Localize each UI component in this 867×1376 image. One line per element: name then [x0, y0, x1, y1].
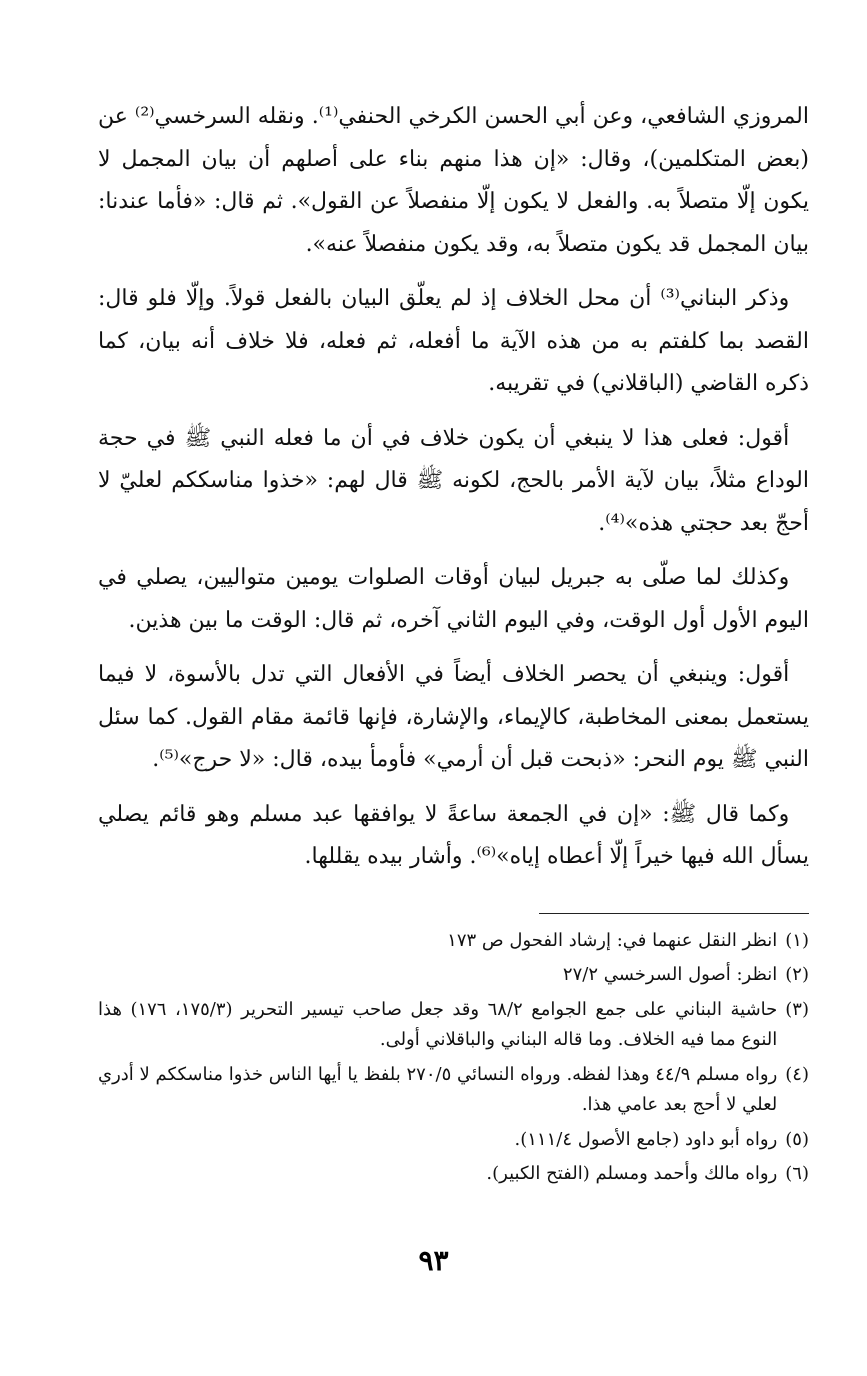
footnote-4 [98, 1060, 809, 1121]
footnote-text: رواه أبو داود (جامع الأصول ١١١/٤). [514, 1128, 778, 1150]
footnote-text: رواه مالك وأحمد ومسلم (الفتح الكبير). [486, 1163, 778, 1184]
paragraph-2: وذكر البناني⁽³⁾ أن محل الخلاف إذ لم يعلّق البيان بالفعل قولاً. وإلّا فلو قال: القصد بما كلفتم به من هذه الآية ما أفعله، ثم فعله، فلا خلاف أنه بيان، كما ذكره القاضي (الباقلاني) في تقريبه. [98, 286, 809, 396]
footnote-6 [98, 1159, 809, 1190]
footnotes [98, 926, 809, 1190]
footnote-divider [539, 913, 809, 914]
paragraph-1: المروزي الشافعي، وعن أبي الحسن الكرخي الحنفي⁽¹⁾. ونقله السرخسي⁽²⁾ عن (بعض المتكلمين)، وقال: «إن هذا منهم بناء على أصلهم أن بيان المجمل لا يكون إلّا متصلاً به. والفعل لا يكون إلّا منفصلاً عن القول». ثم قال: «فأما عندنا: بيان المجمل قد يكون متصلاً به، وقد يكون منفصلاً عنه». [98, 104, 809, 257]
footnote-number: (٥) [785, 1128, 809, 1150]
page-number: ٩٣ [418, 1244, 449, 1277]
footnote-text: رواه مسلم ٤٤/٩ وهذا لفظه. ورواه النسائي ٢٧٠/٥ بلفظ يا أيها الناس خذوا مناسككم لا أدري لعلي لا أحج بعد عامي هذا. [98, 1063, 778, 1115]
footnote-number: (٤) [785, 1063, 809, 1085]
footnote-3 [98, 995, 809, 1056]
paragraph-4: وكذلك لما صلّى به جبريل لبيان أوقات الصلوات يومين متواليين، يصلي في اليوم الأول أول الوقت، وفي اليوم الثاني آخره، ثم قال: الوقت ما بين هذين. [98, 565, 809, 633]
footnote-number: (٦) [785, 1163, 809, 1184]
footnote-2 [98, 960, 809, 991]
footnote-number: (١) [785, 929, 809, 951]
paragraph-3: أقول: فعلى هذا لا ينبغي أن يكون خلاف في أن ما فعله النبي ﷺ في حجة الوداع مثلاً، بيان لآية الأمر بالحج، لكونه ﷺ قال لهم: «خذوا مناسككم لعليّ لا أحجّ بعد حجتي هذه»⁽⁴⁾. [98, 425, 809, 536]
paragraph-5: أقول: وينبغي أن يحصر الخلاف أيضاً في الأفعال التي تدل بالأسوة، لا فيما يستعمل بمعنى المخاطبة، كالإيماء، والإشارة، فإنها قائمة مقام القول. كما سئل النبي ﷺ يوم النحر: «ذبحت قبل أن أرمي» فأومأ بيده، قال: «لا حرج»⁽⁵⁾. [98, 662, 809, 772]
footnote-5 [98, 1125, 809, 1156]
footnote-text: انظر: أصول السرخسي ٢٧/٢ [562, 964, 778, 985]
footnote-number: (٢) [785, 964, 809, 985]
main-text [98, 96, 809, 879]
footnote-text: انظر النقل عنهما في: إرشاد الفحول ص ١٧٣ [447, 929, 778, 951]
footnote-number: (٣) [785, 998, 809, 1020]
paragraph-6: وكما قال ﷺ: «إن في الجمعة ساعةً لا يوافقها عبد مسلم وهو قائم يصلي يسأل الله فيها خيراً إلّا أعطاه إياه»⁽⁶⁾. وأشار بيده يقللها. [98, 801, 809, 869]
footnote-text: حاشية البناني على جمع الجوامع ٦٨/٢ وقد جعل صاحب تيسير التحرير (١٧٥/٣، ١٧٦) هذا النوع مما فيه الخلاف. وما قاله البناني والباقلاني أولى. [98, 998, 778, 1050]
footnote-1 [98, 926, 809, 957]
